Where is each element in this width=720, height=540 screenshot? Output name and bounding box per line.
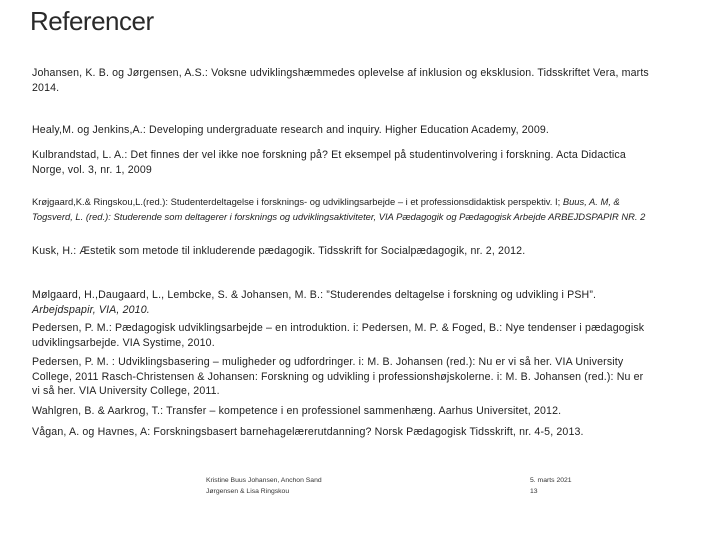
reference-italic-text: Buus, A. M, & Togsverd, L. (red.): Studerende som deltagerer i forsknings og udviklingsaktiviteter, VIA Pædagogik og Pædagogisk Arbejde ARBEJDSPAPIR NR. 2 <box>32 196 646 222</box>
reference-item: Healy,M. og Jenkins,A.: Developing undergraduate research and inquiry. Higher Education Academy, 2009. <box>32 124 550 136</box>
reference-text: Mølgaard, H.,Daugaard, L., Lembcke, S. & Johansen, M. B.: ”Studerendes deltagelse i forskning og udvikling i PSH”. <box>32 289 597 301</box>
footer-date: 5. marts 2021 <box>530 477 572 484</box>
page-title: Referencer <box>30 6 154 36</box>
reference-item <box>32 288 650 317</box>
reference-item: Johansen, K. B. og Jørgensen, A.S.: Voksne udviklingshæmmedes oplevelse af inklusion og eksklusion. Tidsskriftet Vera, marts 2014. <box>32 67 649 94</box>
reference-item: Kulbrandstad, L. A.: Det finnes der vel ikke noe forskning på? Et eksempel på studentinvolvering i forskning. Acta Didactica Norge, vol. 3, nr. 1, 2009 <box>32 149 626 176</box>
reference-item: Pedersen, P. M.: Pædagogisk udviklingsarbejde – en introduktion. i: Pedersen, M. P. & Foged, B.: Nye tendenser i pædagogisk udviklingsarbejde. VIA Systime, 2010. <box>32 322 645 349</box>
footer-authors <box>206 475 406 497</box>
reference-item <box>32 195 650 224</box>
reference-italic-text: Arbejdspapir, VIA, 2010. <box>32 303 150 316</box>
reference-item: Wahlgren, B. & Aarkrog, T.: Transfer – kompetence i en professionel sammenhæng. Aarhus Universitet, 2012. <box>32 405 562 417</box>
reference-item: Pedersen, P. M. : Udviklingsbasering – muligheder og udfordringer. i: M. B. Johansen (red.): Nu er vi så her. VIA University College, 2011 Rasch-Christensen & Johansen: Forskning og udvikling i professionshøjskolerne. i: M. B. Johansen (red.): Nu er vi så her. VIA University College, 2011. <box>32 356 644 398</box>
page-number: 13 <box>530 488 538 495</box>
footer-meta <box>530 475 610 497</box>
footer-authors-line1: Kristine Buus Johansen, Anchon Sand <box>206 477 322 484</box>
reference-item: Kusk, H.: Æstetik som metode til inkluderende pædagogik. Tidsskrift for Socialpædagogik, nr. 2, 2012. <box>32 245 526 257</box>
reference-item: Vågan, A. og Havnes, A: Forskningsbasert barnehagelærerutdanning? Norsk Pædagogisk Tidsskrift, nr. 4-5, 2013. <box>32 426 584 438</box>
reference-text: Krøjgaard,K.& Ringskou,L.(red.): Studenterdeltagelse i forsknings- og udviklingsarbejde – i et professionsdidaktisk perspektiv. I; <box>32 196 563 207</box>
footer-authors-line2: Jørgensen & Lisa Ringskou <box>206 488 290 495</box>
